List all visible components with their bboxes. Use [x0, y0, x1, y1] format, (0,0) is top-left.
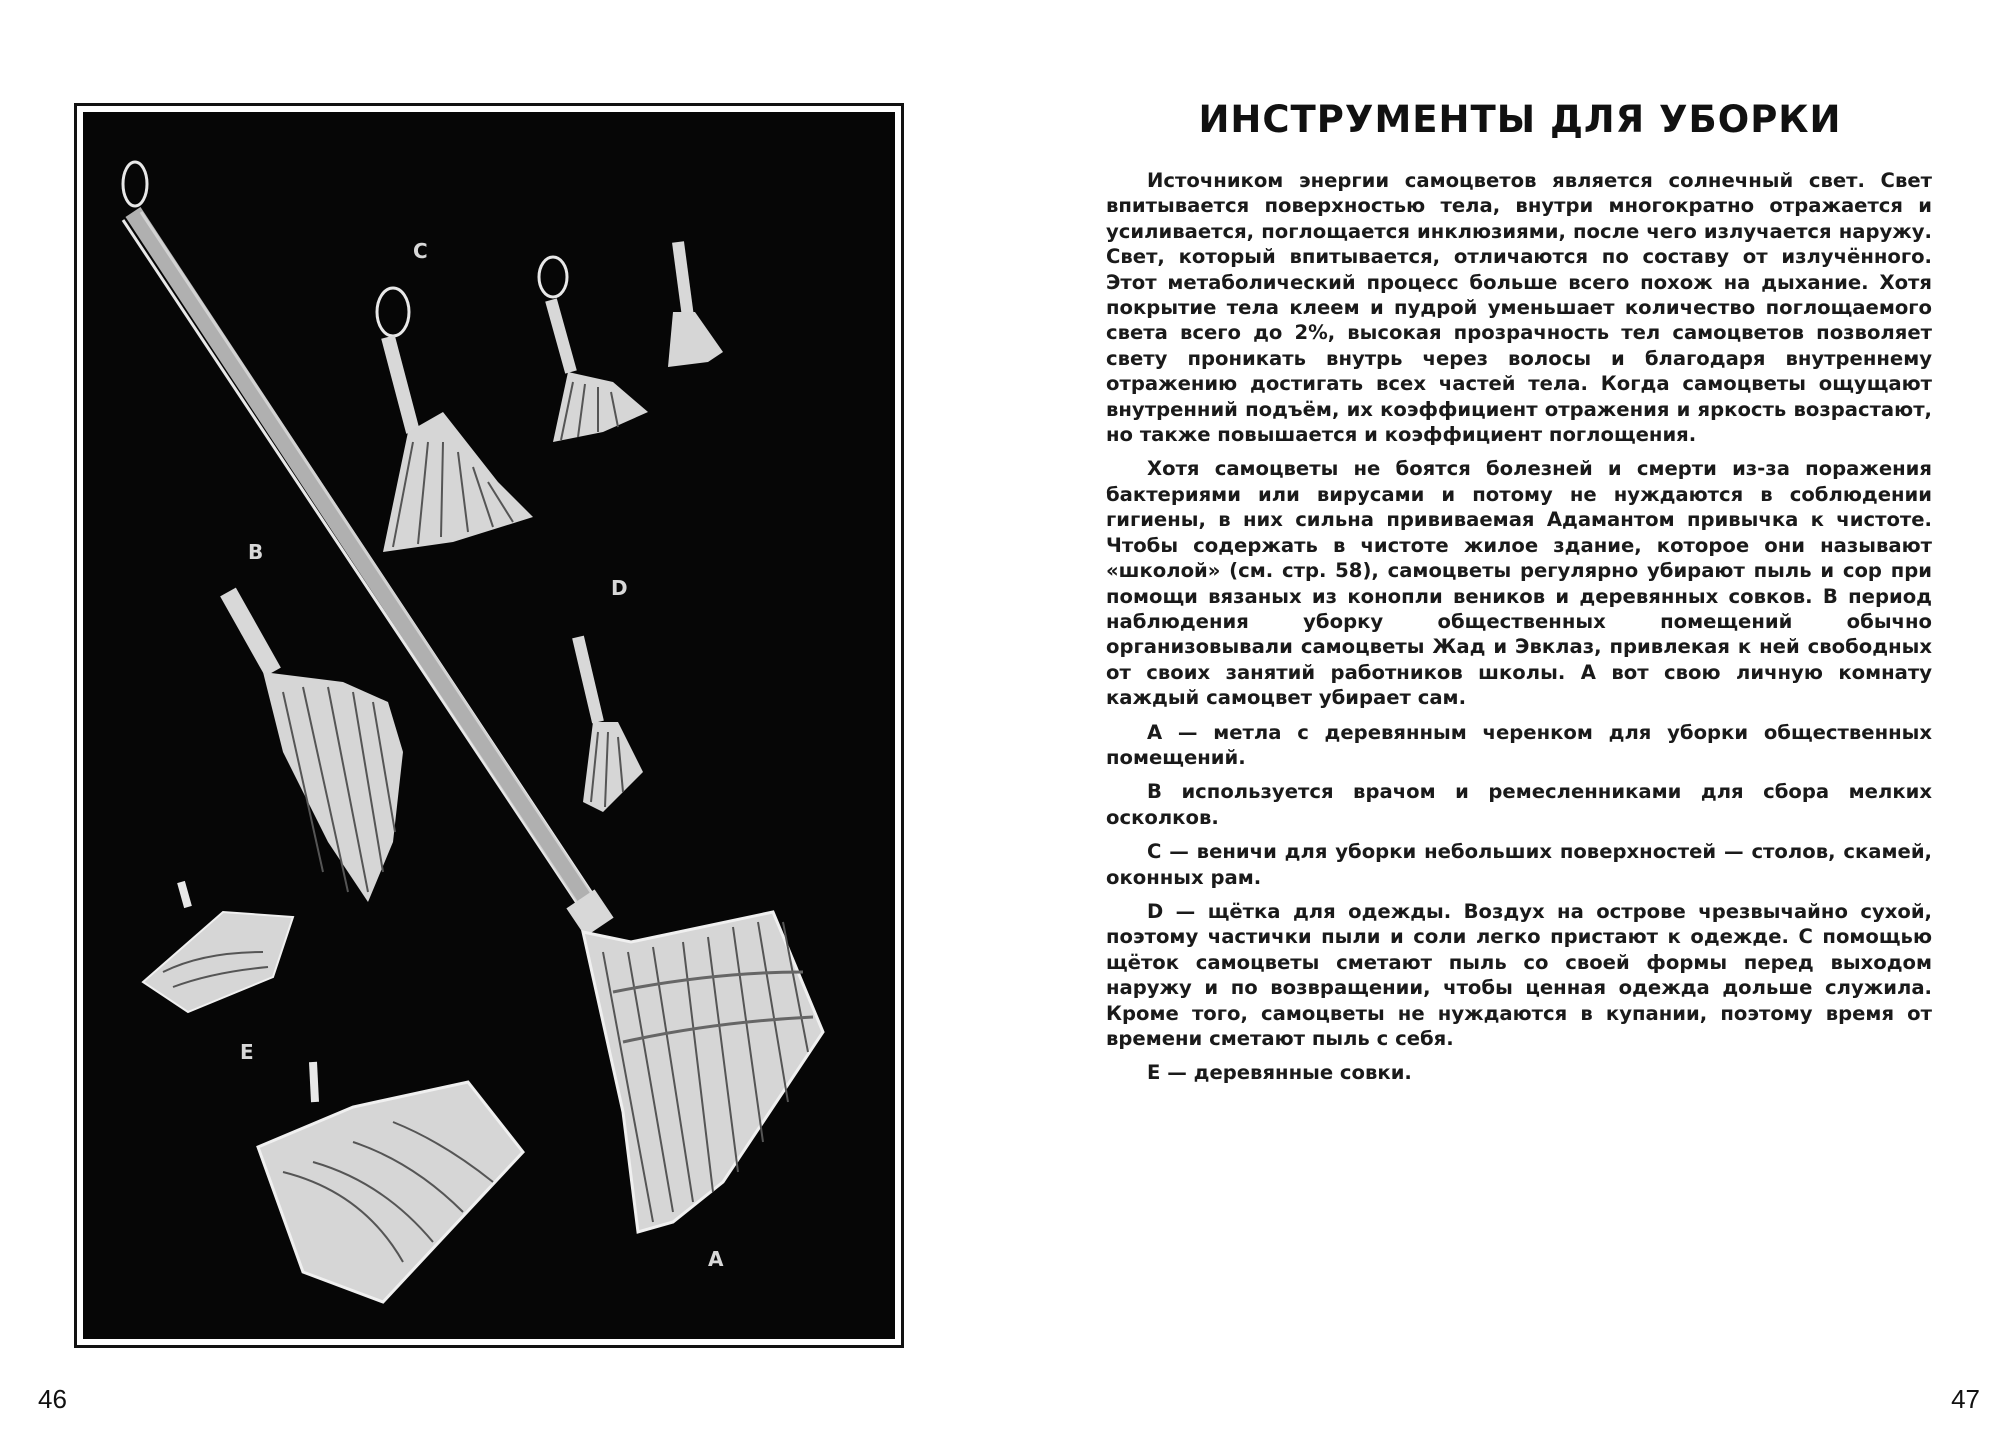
curved-broom-b-drawing	[228, 592, 403, 902]
page-title: ИНСТРУМЕНТЫ ДЛЯ УБОРКИ	[1198, 98, 1842, 141]
dustpan-e-drawing	[143, 882, 523, 1302]
paragraph: Источником энергии самоцветов является солнечный свет. Свет впитывается поверхностью тела, внутри многократно отражается и усиливается, поглощается инклюзиями, после чего излучается наружу. Свет, который впитывается, отличаются по составу от излучённого. Этот метаболический процесс больше всего похож на дыхание. Хотя покрытие тела клеем и пудрой уменьшает количество поглощаемого света всего до 2%, высокая прозрачность тел самоцветов позволяет свету проникать внутрь через волосы и благодаря внутреннему отражению достигать всех частей тела. Когда самоцветы ощущают внутренний подъём, их коэффициент отражения и яркость возрастают, но также повышается и коэффициент поглощения.	[1106, 169, 1932, 447]
broom-a-drawing	[123, 162, 823, 1232]
figure-label-b: B	[248, 540, 264, 564]
cleaning-tools-drawing	[83, 112, 895, 1339]
figure-label-e: E	[240, 1040, 254, 1064]
body-text	[1106, 168, 1932, 1095]
page-number-left: 46	[38, 1384, 67, 1414]
right-page	[1000, 0, 2000, 1436]
page-number-right: 47	[1951, 1384, 1980, 1414]
paragraph: В используется врачом и ремесленниками для сбора мелких осколков.	[1106, 780, 1932, 829]
paragraph: Е — деревянные совки.	[1147, 1061, 1412, 1085]
cleaning-tools-illustration	[83, 112, 895, 1339]
paragraph: D — щётка для одежды. Воздух на острове чрезвычайно сухой, поэтому частички пыли и соли легко пристают к одежде. С помощью щёток самоцветы сметают пыль со своей формы перед выходом наружу и по возвращении, чтобы ценная одежда дольше служила. Кроме того, самоцветы не нуждаются в купании, поэтому время от времени сметают пыль с себя.	[1106, 899, 1932, 1050]
hand-broom-c-drawing	[377, 242, 723, 552]
clothes-brush-d-drawing	[578, 637, 643, 812]
illustration-frame	[74, 103, 904, 1348]
figure-label-a: A	[708, 1247, 724, 1271]
figure-label-d: D	[611, 576, 628, 600]
paragraph: А — метла с деревянным черенком для уборки общественных помещений.	[1106, 720, 1932, 769]
paragraph: С — веничи для уборки небольших поверхностей — столов, скамей, оконных рам.	[1106, 840, 1932, 889]
figure-label-c: C	[413, 239, 428, 263]
paragraph: Хотя самоцветы не боятся болезней и смерти из-за поражения бактериями или вирусами и потому не нуждаются в соблюдении гигиены, в них сильна прививаемая Адамантом привычка к чистоте. Чтобы содержать в чистоте жилое здание, которое они называют «школой» (см. стр. 58), самоцветы регулярно убирают пыль и сор при помощи вязаных из конопли веников и деревянных совков. В период наблюдения уборку общественных помещений обычно организовывали самоцветы Жад и Эвклаз, привлекая к ней свободных от своих занятий работников школы. А вот свою личную комнату каждый самоцвет убирает сам.	[1106, 457, 1932, 710]
